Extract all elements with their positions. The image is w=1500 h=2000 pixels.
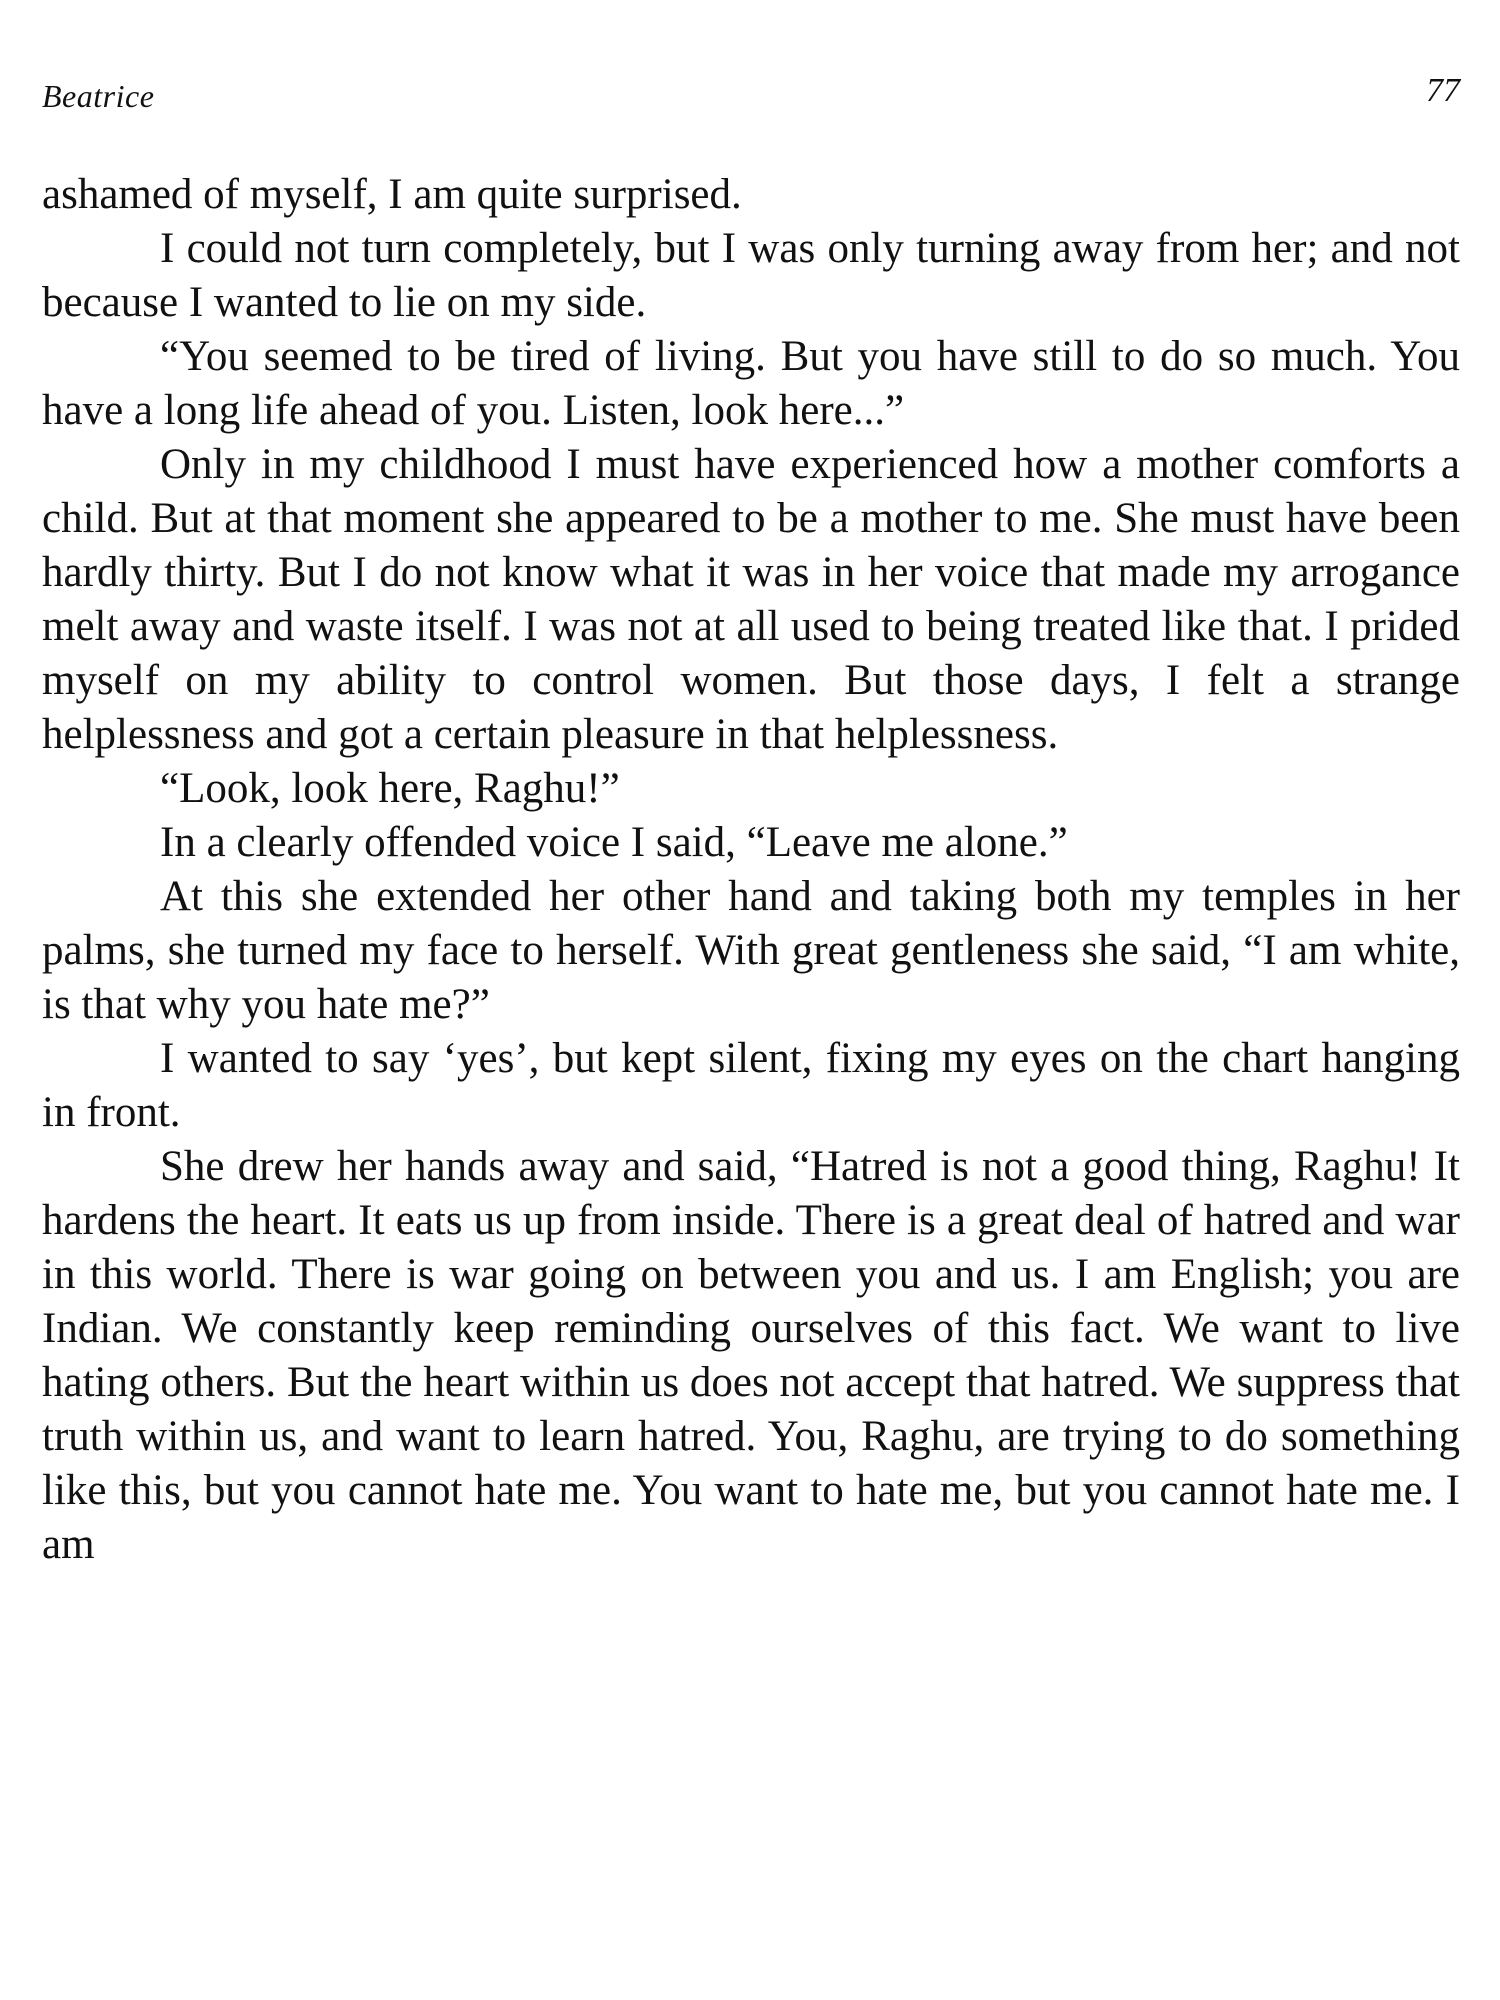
paragraph: Only in my childhood I must have experienced how a mother comforts a child. But at that moment she appeared to be a mother to me. She must have been hardly thirty. But I do not know what it was in her voice that made my arrogance melt away and waste itself. I was not at all used to being treated like that. I prided myself on my ability to control women. But those days, I felt a strange helplessness and got a certain pleasure in that helplessness.: [42, 441, 1460, 758]
paragraph: “You seemed to be tired of living. But you have still to do so much. You have a long life ahead of you. Listen, look here...”: [42, 333, 1460, 434]
page-number: 77: [1426, 72, 1460, 109]
paragraph: “Look, look here, Raghu!”: [160, 765, 620, 812]
paragraph: ashamed of myself, I am quite surprised.: [42, 171, 742, 218]
paragraph: I could not turn completely, but I was only turning away from her; and not because I wanted to lie on my side.: [42, 225, 1460, 326]
running-title: Beatrice: [42, 78, 155, 114]
paragraph: In a clearly offended voice I said, “Leave me alone.”: [160, 819, 1068, 866]
body-text: [42, 168, 1460, 1572]
paragraph: She drew her hands away and said, “Hatred is not a good thing, Raghu! It hardens the heart. It eats us up from inside. There is a great deal of hatred and war in this world. There is war going on between you and us. I am English; you are Indian. We constantly keep reminding ourselves of this fact. We want to live hating others. But the heart within us does not accept that hatred. We suppress that truth within us, and want to learn hatred. You, Raghu, are trying to do something like this, but you cannot hate me. You want to hate me, but you cannot hate me. I am: [42, 1143, 1460, 1568]
paragraph: At this she extended her other hand and taking both my temples in her palms, she turned my face to herself. With great gentleness she said, “I am white, is that why you hate me?”: [42, 873, 1460, 1028]
paragraph: I wanted to say ‘yes’, but kept silent, fixing my eyes on the chart hanging in front.: [42, 1035, 1460, 1136]
